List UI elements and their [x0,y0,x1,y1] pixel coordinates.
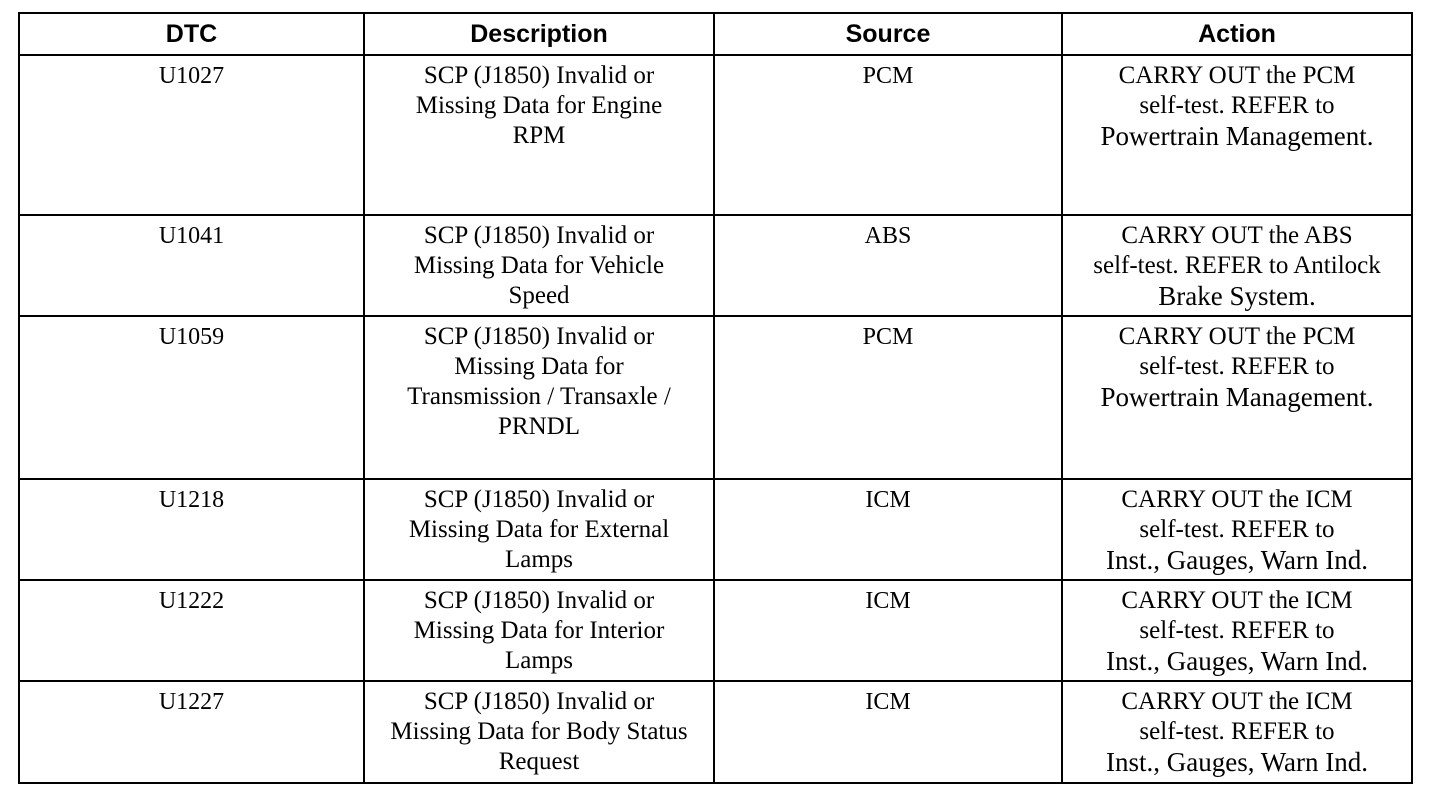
action-line: CARRY OUT the PCM [1118,62,1356,89]
action-line: Inst., Gauges, Warn Ind. [1105,646,1369,676]
source-cell: ICM [714,479,1062,580]
description-line: Lamps [504,647,574,674]
action-line: self-test. REFER to [1139,617,1335,644]
description-line: Request [498,748,580,775]
description-line: Missing Data for Body Status [390,718,688,745]
description-cell [364,55,714,215]
description-cell [364,316,714,479]
action-line: Powertrain Management. [1100,121,1374,151]
table-row [19,479,1412,580]
source-cell: ICM [714,580,1062,681]
action-cell [1062,580,1412,681]
description-line: Lamps [504,546,574,573]
source-cell: ICM [714,681,1062,783]
action-cell [1062,215,1412,316]
action-line: self-test. REFER to [1139,516,1335,543]
source-cell: PCM [714,55,1062,215]
action-line: Inst., Gauges, Warn Ind. [1105,747,1369,777]
action-cell [1062,316,1412,479]
action-line: self-test. REFER to [1139,92,1335,119]
description-line: Missing Data for [454,353,624,380]
description-line: Transmission / Transaxle / [407,383,671,410]
description-line: SCP (J1850) Invalid or [423,688,655,715]
action-line: CARRY OUT the PCM [1118,323,1356,350]
source-cell: ABS [714,215,1062,316]
table-row [19,681,1412,783]
table-row [19,215,1412,316]
table-row [19,580,1412,681]
description-line: SCP (J1850) Invalid or [423,323,655,350]
description-line: Missing Data for Vehicle [413,252,665,279]
table-row [19,55,1412,215]
header-action: Action [1062,13,1412,55]
dtc-code: U1222 [19,580,364,681]
dtc-code: U1227 [19,681,364,783]
description-cell [364,681,714,783]
header-row [19,13,1412,55]
description-cell [364,580,714,681]
action-line: self-test. REFER to [1139,353,1335,380]
action-line: CARRY OUT the ICM [1121,688,1353,715]
action-line: CARRY OUT the ICM [1121,486,1353,513]
source-cell: PCM [714,316,1062,479]
action-line: Inst., Gauges, Warn Ind. [1105,545,1369,575]
dtc-table [18,12,1413,784]
description-line: SCP (J1850) Invalid or [423,222,655,249]
description-line: Missing Data for External [408,516,670,543]
header-dtc: DTC [19,13,364,55]
header-description: Description [364,13,714,55]
action-cell [1062,55,1412,215]
dtc-code: U1041 [19,215,364,316]
description-line: SCP (J1850) Invalid or [423,486,655,513]
action-line: CARRY OUT the ICM [1121,587,1353,614]
action-line: Powertrain Management. [1100,382,1374,412]
dtc-code: U1218 [19,479,364,580]
description-line: Speed [508,282,570,309]
header-source: Source [714,13,1062,55]
table-row [19,316,1412,479]
description-line: SCP (J1850) Invalid or [423,587,655,614]
action-line: self-test. REFER to Antilock [1093,252,1381,279]
action-line: self-test. REFER to [1139,718,1335,745]
action-line: Brake System. [1158,281,1316,311]
description-line: Missing Data for Engine [415,92,663,119]
action-cell [1062,681,1412,783]
description-line: PRNDL [498,413,580,440]
dtc-code: U1059 [19,316,364,479]
dtc-code: U1027 [19,55,364,215]
description-line: Missing Data for Interior [413,617,665,644]
description-cell [364,479,714,580]
action-cell [1062,479,1412,580]
description-cell [364,215,714,316]
action-line: CARRY OUT the ABS [1121,222,1353,249]
description-line: RPM [512,122,566,149]
description-line: SCP (J1850) Invalid or [423,62,655,89]
